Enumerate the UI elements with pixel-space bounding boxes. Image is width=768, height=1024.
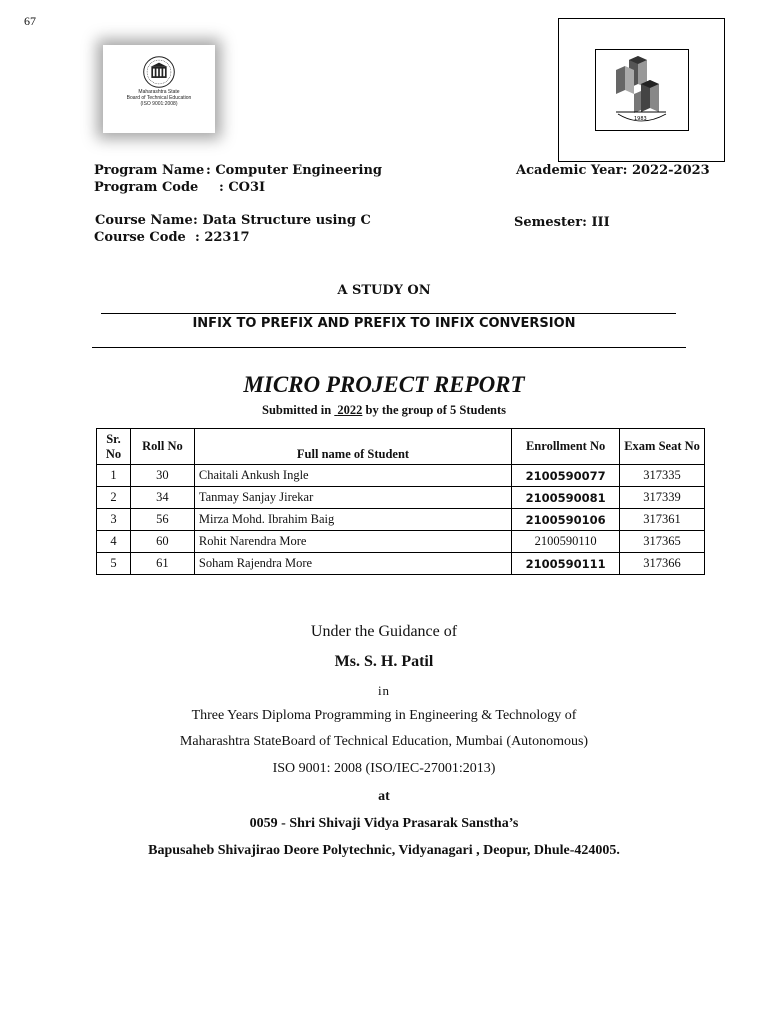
iso-line: ISO 9001: 2008 (ISO/IEC-27001:2013) xyxy=(272,761,496,776)
cell-seat: 317335 xyxy=(620,465,705,487)
cell-name: Rohit Narendra More xyxy=(194,531,511,553)
submitted-prefix: Submitted in xyxy=(262,403,332,417)
cell-enrollment: 2100590081 xyxy=(512,487,620,509)
cell-roll: 61 xyxy=(130,553,194,575)
program-name-value: : Computer Engineering xyxy=(206,163,383,178)
submitted-line xyxy=(0,403,768,418)
cell-enrollment: 2100590106 xyxy=(512,509,620,531)
header-roll-no: Roll No xyxy=(130,429,194,465)
guidance-in: in xyxy=(377,683,391,698)
project-topic: INFIX TO PREFIX AND PREFIX TO INFIX CONVERSION xyxy=(192,316,576,331)
cell-roll: 30 xyxy=(130,465,194,487)
course-code-label: Course Code xyxy=(94,230,186,245)
header-full-name: Full name of Student xyxy=(194,429,511,465)
divider xyxy=(92,347,686,348)
program-name-label: Program Name xyxy=(94,163,205,178)
msbte-logo xyxy=(103,45,215,133)
submitted-suffix: by the group of xyxy=(365,403,447,417)
submitted-year: 2022 xyxy=(337,403,363,417)
cell-name: Chaitali Ankush Ingle xyxy=(194,465,511,487)
program-code-value: : CO3I xyxy=(219,180,266,195)
study-heading: A STUDY ON xyxy=(337,283,431,298)
cell-seat: 317366 xyxy=(620,553,705,575)
logo-line-2: Board of Technical Education xyxy=(126,95,192,101)
cell-seat: 317361 xyxy=(620,509,705,531)
table-row xyxy=(97,465,705,487)
student-count: 5 Students xyxy=(450,403,506,417)
cell-seat: 317339 xyxy=(620,487,705,509)
report-title: MICRO PROJECT REPORT xyxy=(243,372,525,397)
college-logo xyxy=(595,49,689,131)
cell-roll: 56 xyxy=(130,509,194,531)
svg-text:1983: 1983 xyxy=(634,116,647,122)
header-exam-seat-no: Exam Seat No xyxy=(620,429,705,465)
cell-name: Soham Rajendra More xyxy=(194,553,511,575)
program-code-label: Program Code xyxy=(94,180,199,195)
cell-name: Mirza Mohd. Ibrahim Baig xyxy=(194,509,511,531)
table-row xyxy=(97,509,705,531)
board-line: Maharashtra StateBoard of Technical Education, Mumbai (Autonomous) xyxy=(179,734,589,749)
table-row xyxy=(97,531,705,553)
course-name-label: Course Name xyxy=(95,213,193,228)
students-table xyxy=(96,428,705,575)
table-row xyxy=(97,553,705,575)
cell-roll: 60 xyxy=(130,531,194,553)
page-number: 67 xyxy=(24,14,36,28)
course-code-value: : 22317 xyxy=(195,230,250,245)
header-sr-no: Sr. No xyxy=(97,429,131,465)
diploma-line: Three Years Diploma Programming in Engineering & Technology of xyxy=(191,708,577,723)
college-address: Bapusaheb Shivajirao Deore Polytechnic, Vidyanagari , Deopur, Dhule-424005. xyxy=(148,843,620,858)
cell-enrollment: 2100590111 xyxy=(512,553,620,575)
cell-sr: 3 xyxy=(97,509,131,531)
cell-enrollment: 2100590110 xyxy=(512,531,620,553)
table-row xyxy=(97,487,705,509)
institute-line: 0059 - Shri Shivaji Vidya Prasarak Sanstha’s xyxy=(249,816,519,831)
cell-seat: 317365 xyxy=(620,531,705,553)
cell-roll: 34 xyxy=(130,487,194,509)
cell-sr: 2 xyxy=(97,487,131,509)
divider xyxy=(101,313,676,314)
cell-sr: 1 xyxy=(97,465,131,487)
msbte-emblem-icon xyxy=(142,55,176,89)
semester: Semester: III xyxy=(514,215,610,230)
logo-line-1: Maharashtra State xyxy=(138,89,180,95)
college-emblem-icon xyxy=(596,50,687,129)
guidance-at: at xyxy=(378,789,390,804)
course-name-value: : Data Structure using C xyxy=(193,213,371,228)
table-header-row xyxy=(97,429,705,465)
logo-line-3: (ISO 9001:2008) xyxy=(140,101,178,107)
academic-year: Academic Year: 2022-2023 xyxy=(516,163,710,178)
cell-enrollment: 2100590077 xyxy=(512,465,620,487)
guide-name: Ms. S. H. Patil xyxy=(334,653,434,670)
cell-name: Tanmay Sanjay Jirekar xyxy=(194,487,511,509)
guidance-heading: Under the Guidance of xyxy=(310,623,458,640)
cell-sr: 5 xyxy=(97,553,131,575)
cell-sr: 4 xyxy=(97,531,131,553)
header-enrollment-no: Enrollment No xyxy=(512,429,620,465)
